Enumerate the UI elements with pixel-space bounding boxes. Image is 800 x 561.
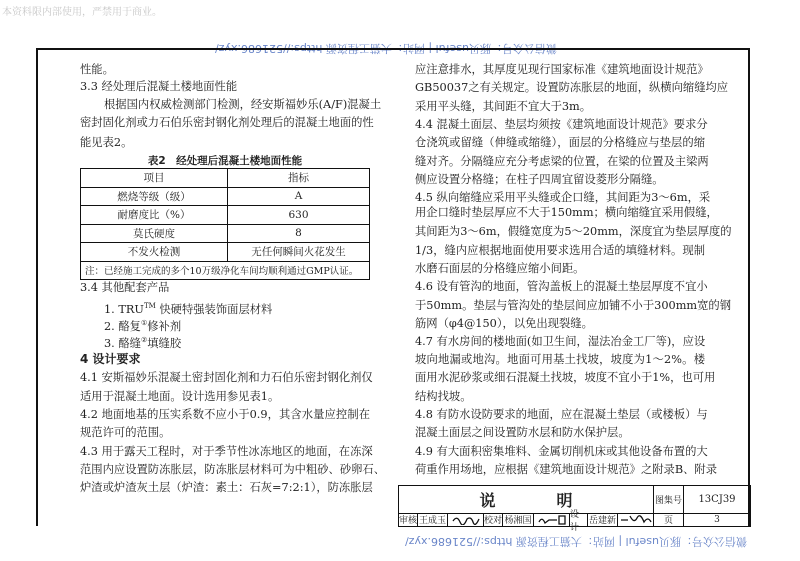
product-label: 填缝胶 [147, 336, 182, 350]
product-item [104, 299, 272, 317]
watermark-corner-note: 本资料限内部使用，严禁用于商业。 [2, 7, 162, 18]
product-label: 修补剂 [147, 319, 182, 333]
watermark-banner-bottom: 微信公众号：豚贝useful | 网站：大猫工程资源 https://521686.xyz/ [405, 535, 747, 548]
text-line: 侧应设置分格缝；在柱子四周宜留设菱形分隔缝。 [415, 173, 664, 186]
text-line: 性能。 [80, 63, 114, 76]
text-line: 用企口缝时垫层厚应不大于150mm；横向缩缝宜采用假缝， [415, 206, 718, 219]
text-line: 混凝土面层之间设置防水层和防水保护层。 [415, 426, 630, 439]
text-line: 4.2 地面地基的压实系数不应小于0.9，其含水量应控制在 [80, 408, 370, 421]
text-line: 4.6 设有管沟的地面，管沟盖板上的混凝土垫层厚度不宜小 [415, 280, 708, 293]
checker-name: 杨湘国 [503, 513, 534, 526]
product-item [104, 333, 181, 351]
text-line: 其间距为3～6m，假缝宽度为5～20mm，深度宜为垫层厚度的 [415, 225, 732, 238]
text-line: 坡向地漏或地沟。地面可用基土找坡，坡度为1～2%。楼 [415, 353, 705, 366]
text-line: 根据国内权威检测部门检测，经安斯福妙乐(A/F)混凝土 [104, 98, 382, 111]
text-line: 缝对齐。分隔缝应充分考虑梁的位置，在梁的位置及主梁两 [415, 155, 709, 168]
title-block [398, 485, 751, 533]
table-title: 表2 经处理后混凝土楼地面性能 [147, 155, 303, 167]
text-line: 4.3 用于露天工程时，对于季节性冰冻地区的地面，在冻深 [80, 445, 373, 458]
text-line: 结构找坡。 [415, 390, 472, 403]
text-line: 4.8 有防水设防要求的地面，应在混凝土垫层（或楼板）与 [415, 408, 708, 421]
text-line: 1/3，缝内应根据地面使用要求选用合适的填缝材料。现制 [415, 244, 705, 257]
designer-signature [618, 513, 654, 526]
drawing-title-char: 明 [556, 491, 573, 510]
text-line: 采用平头缝，其间距不宜大于3m。 [415, 100, 592, 113]
page-label: 页 [654, 513, 684, 526]
text-line: 4.7 有水房间的楼地面(如卫生间，湿法冶金工厂等)，应设 [415, 335, 706, 348]
performance-table [80, 168, 370, 280]
text-line: 4.4 混凝土面层、垫层均须按《建筑地面设计规范》要求分 [415, 118, 708, 131]
table-cell: A [228, 187, 370, 206]
text-line: 应注意排水，其厚度见现行国家标准《建筑地面设计规范》 [415, 63, 709, 76]
section-heading: 3.3 经处理后混凝土楼地面性能 [80, 80, 238, 93]
table-row [81, 206, 370, 225]
design-label: 设计 [570, 513, 588, 526]
checker-signature [534, 513, 570, 526]
product-label: 快硬特强装饰面层材料 [155, 302, 273, 316]
text-line: 范围内应设置防冻胀层，防冻胀层材料可为中粗砂、砂卵石、 [80, 463, 386, 476]
product-label: 2. 酪复 [104, 319, 141, 333]
section-heading: 3.4 其他配套产品 [80, 281, 170, 294]
table-cell: 630 [228, 206, 370, 225]
product-label: 3. 酪缝 [104, 336, 141, 350]
table-row [81, 187, 370, 206]
text-line: 密封固化剂或力石伯乐密封钢化剂处理后的混凝土地面的性 [80, 116, 374, 129]
atlas-label: 图集号 [654, 486, 684, 513]
reviewer-name: 王成玉 [418, 513, 448, 526]
text-line: 仓浇筑或留缝（伸缝或缩缝），面层的分格缝应与垫层的缩 [415, 136, 705, 149]
text-line: 4.9 有大面积密集堆料、金属切削机床或其他设备布置的大 [415, 445, 708, 458]
check-label: 校对 [484, 513, 503, 526]
trademark-mark: ① [140, 319, 148, 327]
table-cell: 不发火检测 [81, 243, 228, 262]
text-line: 炉渣或炉渣灰土层（炉渣：素土：石灰=7:2:1），防冻胀层 [80, 481, 373, 494]
product-label: 1. TRU [104, 302, 144, 316]
table-cell: 燃烧等级（级） [81, 187, 228, 206]
page-number: 3 [714, 514, 720, 525]
text-line: 规范许可的范围。 [80, 426, 171, 439]
product-item [104, 316, 181, 334]
review-label: 审核 [399, 513, 418, 526]
text-line: 面用水泥砂浆或细石混凝土找坡，坡度不宜小于1%，也可用 [415, 371, 716, 384]
table-row [81, 224, 370, 243]
table-cell: 耐磨度比（%） [81, 206, 228, 225]
text-line: 适用于混凝土地面。设计选用参见表1。 [80, 390, 280, 403]
section-heading: 4 设计要求 [80, 352, 141, 366]
trademark-mark: TM [143, 302, 156, 310]
designer-name: 岳建新 [588, 513, 618, 526]
text-line: 水磨石面层的分格缝应缩小间距。 [415, 262, 585, 275]
reviewer-signature [448, 513, 484, 526]
text-line: GB50037之有关规定。设置防冻胀层的地面，纵横向缩缝均应 [415, 81, 729, 94]
text-line: 筋网（φ4@150），以免出现裂缝。 [415, 317, 593, 330]
table-row [81, 243, 370, 262]
table-header-row [81, 169, 370, 188]
table-header: 指标 [228, 169, 370, 188]
table-note-row [81, 261, 370, 280]
drawing-title [399, 486, 654, 513]
table-header: 项目 [81, 169, 228, 188]
text-line: 4.1 安斯福妙乐混凝土密封固化剂和力石伯乐密封钢化剂仅 [80, 371, 373, 384]
text-line: 4.5 纵向缩缝应采用平头缝或企口缝，其间距为3～6m，采 [415, 191, 711, 204]
table-cell: 8 [228, 224, 370, 243]
trademark-mark: ② [140, 336, 148, 344]
table-cell: 无任何瞬间火花发生 [228, 243, 370, 262]
atlas-number: 13CJ39 [698, 494, 736, 505]
text-line: 能见表2。 [80, 136, 133, 149]
text-line: 于50mm。垫层与管沟处的垫层间应加铺不小于300mm宽的钢 [415, 299, 732, 312]
text-line: 荷重作用场地，应根据《建筑地面设计规范》之附录B、附录 [415, 463, 718, 476]
table-note: 注：已经施工完成的多个10万级净化车间均顺利通过GMP认证。 [81, 261, 370, 280]
watermark-banner-top: 微信公众号：豚贝useful | 网站：大猫工程资源 https://521686.xyz/ [215, 42, 557, 55]
table-cell: 莫氏硬度 [81, 224, 228, 243]
drawing-title-char: 说 [479, 491, 496, 510]
